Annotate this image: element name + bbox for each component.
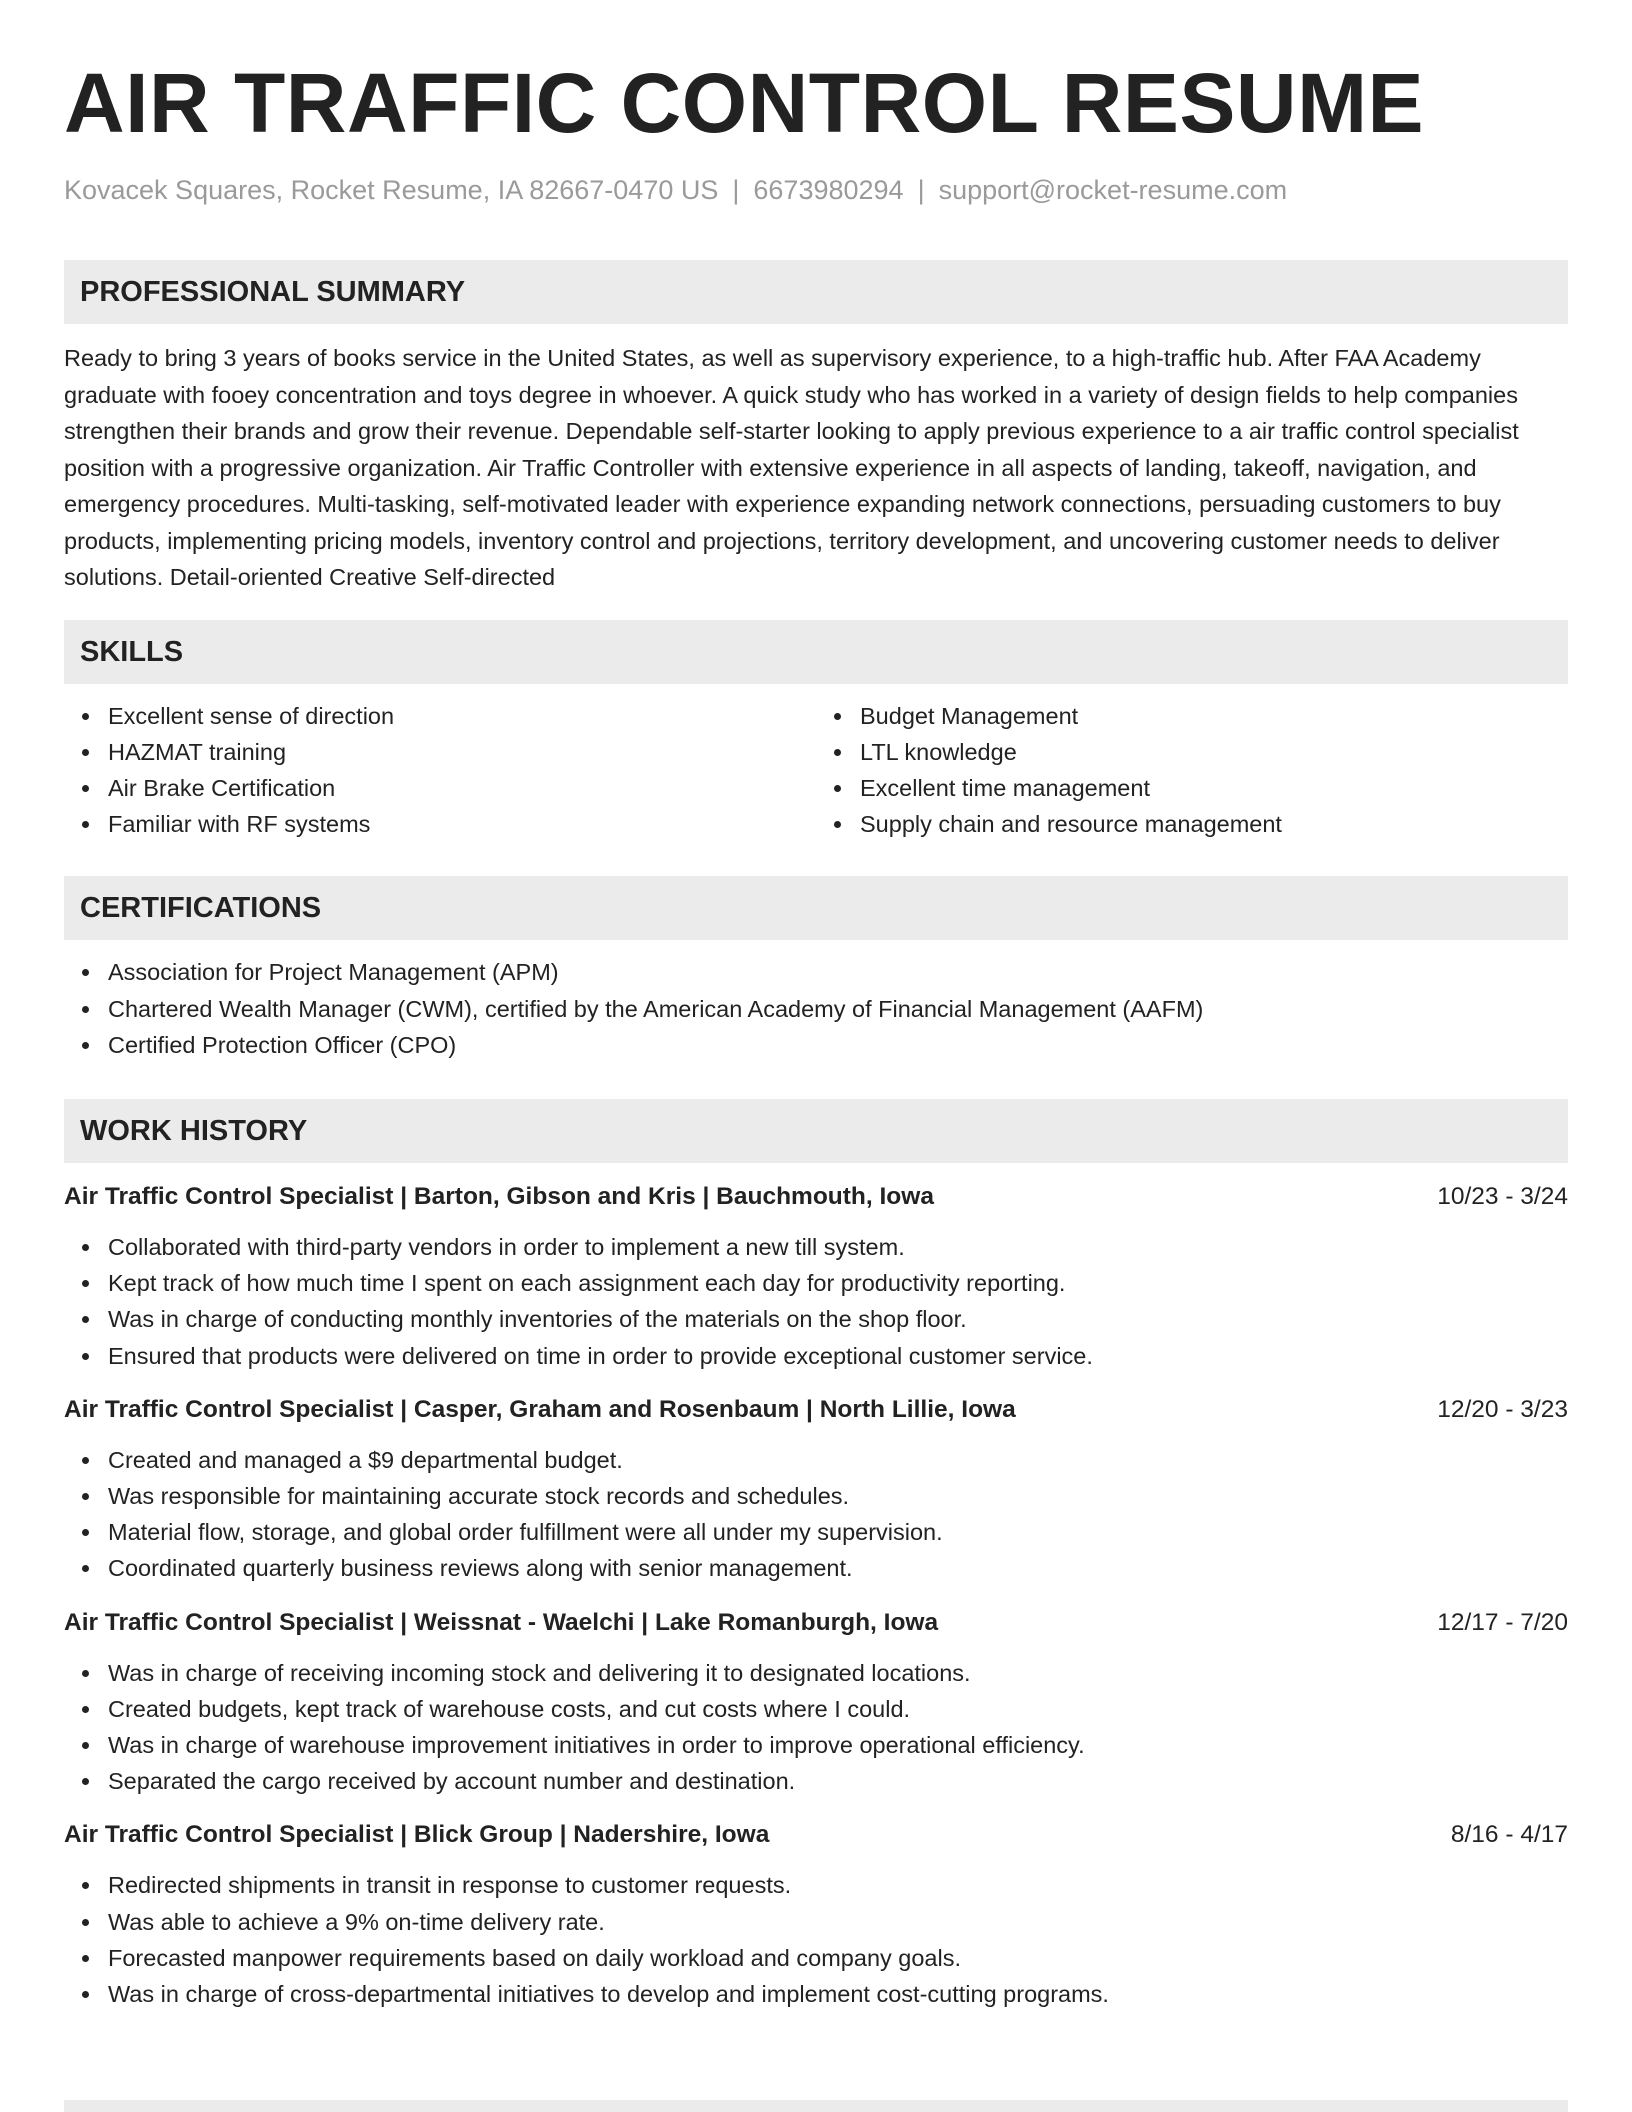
job-dates: 12/20 - 3/23 <box>1437 1395 1568 1423</box>
summary-text: Ready to bring 3 years of books service in the United States, as well as supervisory experience, to a high-traffic hub. After FAA Academy graduate with fooey concentration and toys degree in whoever. A quick study who has worked in a variety of design fields to help companies strengthen their brands and grow their revenue. Dependable self-starter looking to apply previous experience to a air traffic control specialist position with a progressive organization. Air Traffic Controller with extensive experience in all aspects of landing, takeoff, navigation, and emergency procedures. Multi-tasking, self-motivated leader with experience expanding network connections, persuading customers to buy products, implementing pricing models, inventory control and projections, territory development, and uncovering customer needs to deliver solutions. Detail-oriented Creative Self-directed <box>64 345 1519 590</box>
job-bullet: Material flow, storage, and global order fulfillment were all under my supervision. <box>108 1514 1568 1550</box>
job-bullet: Collaborated with third-party vendors in order to implement a new till system. <box>108 1229 1568 1265</box>
job-bullets <box>64 1229 1568 1374</box>
skills-column-left <box>64 698 816 843</box>
job-bullets <box>64 1442 1568 1587</box>
skill-item: Familiar with RF systems <box>108 806 816 842</box>
job-title: Air Traffic Control Specialist | Weissnat - Waelchi | Lake Romanburgh, Iowa <box>64 1608 939 1636</box>
job-header <box>64 1179 1568 1215</box>
contact-phone: 6673980294 <box>753 175 904 205</box>
job-bullet: Was in charge of receiving incoming stock and delivering it to designated locations. <box>108 1655 1568 1691</box>
job-entry <box>64 1605 1568 1800</box>
resume-page <box>64 0 1568 2012</box>
job-entry <box>64 1817 1568 2012</box>
job-header <box>64 1392 1568 1428</box>
skill-item: HAZMAT training <box>108 734 816 770</box>
job-bullet: Was able to achieve a 9% on-time delivery rate. <box>108 1904 1568 1940</box>
job-title: Air Traffic Control Specialist | Casper, Graham and Rosenbaum | North Lillie, Iowa <box>64 1395 1016 1423</box>
job-title: Air Traffic Control Specialist | Blick Group | Nadershire, Iowa <box>64 1821 770 1849</box>
skill-item: Air Brake Certification <box>108 770 816 806</box>
job-dates: 10/23 - 3/24 <box>1437 1182 1568 1210</box>
job-header <box>64 1605 1568 1641</box>
job-bullets <box>64 1655 1568 1800</box>
job-bullets <box>64 1867 1568 2012</box>
contact-address: Kovacek Squares, Rocket Resume, IA 82667-0470 US <box>64 175 719 205</box>
job-bullet: Was in charge of conducting monthly inventories of the materials on the shop floor. <box>108 1301 1568 1337</box>
skills-column-right <box>816 698 1568 843</box>
job-entry <box>64 1392 1568 1587</box>
job-bullet: Forecasted manpower requirements based on daily workload and company goals. <box>108 1940 1568 1976</box>
skill-item: Budget Management <box>860 698 1568 734</box>
contact-email: support@rocket-resume.com <box>938 175 1288 205</box>
job-bullet: Was in charge of warehouse improvement initiatives in order to improve operational efficiency. <box>108 1727 1568 1763</box>
certification-item: Certified Protection Officer (CPO) <box>108 1027 1568 1063</box>
job-bullet: Kept track of how much time I spent on each assignment each day for productivity reporting. <box>108 1265 1568 1301</box>
section-heading-certifications: CERTIFICATIONS <box>64 876 1568 940</box>
job-bullet: Redirected shipments in transit in response to customer requests. <box>108 1867 1568 1903</box>
job-bullet: Ensured that products were delivered on time in order to provide exceptional customer service. <box>108 1338 1568 1374</box>
skill-item: LTL knowledge <box>860 734 1568 770</box>
contact-separator: | <box>917 175 925 205</box>
job-bullet: Created and managed a $9 departmental budget. <box>108 1442 1568 1478</box>
certifications-list <box>64 954 1568 1063</box>
contact-separator: | <box>732 175 740 205</box>
section-heading-summary: PROFESSIONAL SUMMARY <box>64 260 1568 324</box>
job-dates: 12/17 - 7/20 <box>1437 1608 1568 1636</box>
resume-title: AIR TRAFFIC CONTROL RESUME <box>64 56 1425 150</box>
skill-item: Supply chain and resource management <box>860 806 1568 842</box>
skills-list <box>64 684 1568 843</box>
section-heading-skills: SKILLS <box>64 620 1568 684</box>
job-bullet: Was in charge of cross-departmental initiatives to develop and implement cost-cutting programs. <box>108 1976 1568 2012</box>
job-header <box>64 1817 1568 1853</box>
certification-item: Association for Project Management (APM) <box>108 954 1568 990</box>
section-heading-work-history: WORK HISTORY <box>64 1099 1568 1163</box>
contact-line <box>64 172 1568 208</box>
work-history-list <box>64 1179 1568 2012</box>
job-bullet: Coordinated quarterly business reviews along with senior management. <box>108 1550 1568 1586</box>
job-entry <box>64 1179 1568 1374</box>
next-section-heading-bar <box>64 2100 1568 2112</box>
job-dates: 8/16 - 4/17 <box>1450 1821 1568 1849</box>
skill-item: Excellent time management <box>860 770 1568 806</box>
job-bullet: Was responsible for maintaining accurate stock records and schedules. <box>108 1478 1568 1514</box>
job-title: Air Traffic Control Specialist | Barton, Gibson and Kris | Bauchmouth, Iowa <box>64 1182 934 1210</box>
skill-item: Excellent sense of direction <box>108 698 816 734</box>
job-bullet: Created budgets, kept track of warehouse costs, and cut costs where I could. <box>108 1691 1568 1727</box>
job-bullet: Separated the cargo received by account number and destination. <box>108 1763 1568 1799</box>
certification-item: Chartered Wealth Manager (CWM), certified by the American Academy of Financial Management (AAFM) <box>108 991 1568 1027</box>
